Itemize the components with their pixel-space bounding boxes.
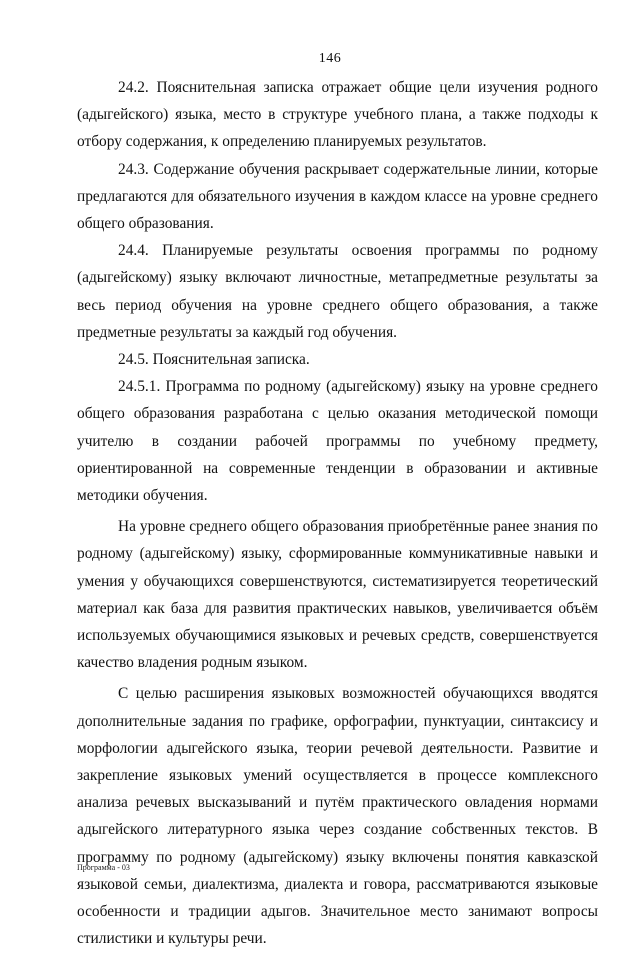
paragraph-24-5: 24.5. Пояснительная записка. (118, 351, 310, 369)
paragraph-secondary-level: На уровне среднего общего образования приобретённые ранее знания по родному (адыгейскому) языку, сформированные коммуникативные навыки и умения у обучающихся совершенствуются, систематизируется теоретический материал как база для развития практических навыков, увеличивается объём используемых обучающимися языковых и речевых средств, совершенствуется качество владения родным языком. (77, 518, 598, 672)
page-number: 146 (318, 51, 342, 66)
paragraph-24-4: 24.4. Планируемые результаты освоения программы по родному (адыгейскому) языку включают личностные, метапредметные результаты за весь период обучения на уровне среднего общего образования, а также предметные результаты за каждый год обучения. (77, 242, 598, 341)
paragraph-language-abilities: С целью расширения языковых возможностей обучающихся вводятся дополнительные задания по графике, орфографии, пунктуации, синтаксису и морфологии адыгейского языка, теории речевой деятельности. Развитие и закрепление языковых умений осуществляется в процессе комплексного анализа речевых высказываний и путём практического овладения нормами адыгейского литературного языка через создание собственных текстов. В программу по родному (адыгейскому) языку включены понятия кавказской языковой семьи, диалектизма, диалекта и говора, рассматриваются языковые особенности и традиции адыгов. Значительное место занимают вопросы стилистики и культуры речи. (77, 685, 598, 948)
footer-label: Программа - 03 (77, 863, 130, 872)
paragraph-24-3: 24.3. Содержание обучения раскрывает содержательные линии, которые предлагаются для обязательного изучения в каждом классе на уровне среднего общего образования. (77, 160, 598, 233)
body-text (77, 74, 598, 953)
paragraph-24-2: 24.2. Пояснительная записка отражает общие цели изучения родного (адыгейского) языка, место в структуре учебного плана, а также подходы к отбору содержания, к определению планируемых результатов. (77, 79, 598, 151)
paragraph-24-5-1: 24.5.1. Программа по родному (адыгейскому) языку на уровне среднего общего образования разработана с целью оказания методической помощи учителю в создании рабочей программы по учебному предмету, ориентированной на современные тенденции в образовании и активные методики обучения. (77, 378, 598, 505)
